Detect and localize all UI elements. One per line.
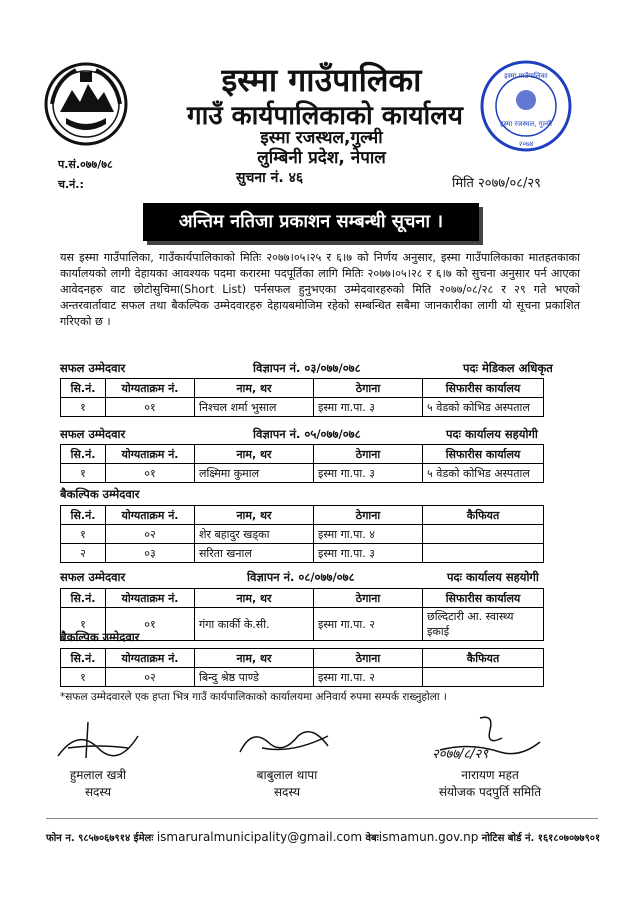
signature-3: [420, 712, 560, 800]
col-header-address: ठेगाना: [314, 589, 423, 608]
notice-banner: अन्तिम नतिजा प्रकाशन सम्बन्धी सूचना ।: [143, 203, 479, 241]
col-header-name: नाम, थर: [195, 589, 314, 608]
col-header-name: नाम, थर: [195, 649, 314, 668]
cell-rank: ०२: [106, 525, 195, 544]
col-header-address: ठेगाना: [314, 379, 423, 398]
office-address: इस्मा रजस्थल,गुल्मी: [260, 128, 383, 148]
svg-text:इस्मा रजस्थल, गुल्मी: इस्मा रजस्थल, गुल्मी: [500, 120, 552, 128]
section-2-alt-label: बैकल्पिक उम्मेदवार: [60, 487, 140, 501]
footer-notice-board: नोटिस बोर्ड नं. १६१८०७०७७९०१: [481, 833, 601, 844]
cell-address: इस्मा गा.पा. ३: [314, 544, 423, 563]
section-2-post: पदः कार्यालय सहयोगी: [446, 427, 538, 441]
cell-name: बिन्दु श्रेष्ठ पाण्डे: [195, 668, 314, 687]
section-3-alt-label: बैकल्पिक उम्मेदवार: [60, 630, 140, 644]
signatory-2-role: सदस्य: [273, 785, 301, 799]
table-row: [61, 544, 544, 563]
footer-web-label: वेबः: [365, 833, 379, 844]
cell-office: छल्दिटारी आ. स्वास्थ्य इकाई: [423, 608, 544, 641]
section-1-post: पदः मेडिकल अधिकृत: [463, 361, 553, 375]
cell-remarks: [423, 544, 544, 563]
col-header-address: ठेगाना: [314, 445, 423, 464]
cell-address: इस्मा गा.पा. ३: [314, 398, 423, 417]
col-header-name: नाम, थर: [195, 445, 314, 464]
office-province: लुम्बिनी प्रदेश, नेपाल: [257, 148, 386, 168]
signature-1: [48, 718, 148, 800]
handwritten-signature-3: [420, 712, 560, 762]
signatory-3-role: संयोजक पदपुर्ति समिति: [438, 785, 542, 799]
footer-divider: [46, 818, 598, 819]
col-header-rank: योग्यताक्रम नं.: [106, 649, 195, 668]
cell-office: ५ वेडको कोभिड अस्पताल: [423, 398, 544, 417]
notice-date: मिति २०७७/०८/२९: [452, 176, 541, 191]
footer-contact: [46, 830, 600, 844]
section-1-success-label: सफल उम्मेदवार: [60, 361, 126, 375]
section-1-success-table: [60, 378, 544, 417]
cell-rank: ०२: [106, 668, 195, 687]
footer-email-label: ईमेलः: [133, 833, 154, 844]
notice-number: सुचना नं. ४६: [236, 170, 304, 186]
section-2-success-table: [60, 444, 544, 483]
cell-address: इस्मा गा.पा. ३: [314, 464, 423, 483]
table-row: [61, 525, 544, 544]
cell-sn: १: [61, 525, 106, 544]
cell-sn: १: [61, 464, 106, 483]
cell-address: इस्मा गा.पा. ४: [314, 525, 423, 544]
cell-sn: १: [61, 398, 106, 417]
cell-remarks: [423, 525, 544, 544]
col-header-remarks: कैफियत: [423, 506, 544, 525]
section-3-post: पदः कार्यालय सहयोगी: [447, 570, 539, 584]
cell-name: सरिता खनाल: [195, 544, 314, 563]
notice-paragraph: यस इस्मा गाउँपालिका, गाउँकार्यपालिकाको मितिः २०७७।०५।२५ र ६।७ को निर्णय अनुसार, इस्मा गाउँपालिकाका मातहतकाका कार्यालयको लागी देहायका आवश्यक पदमा करारमा पदपूर्तिका लागि मितिः २०७७।०५।२८ र ६।७ को सुचना अनुसार पर्न आएका आवेदनहरु वाट छोटोसुचिमा(Short List) पर्नसफल हुनुभएका उम्मेदवारहरुको मिति २०७७/०८/२८ र २९ गते भएको अन्तरवार्तावाट सफल तथा बैकल्पिक उम्मेदवारहरु देहायबमोजिम रहेको सम्बन्धित सबैमा जानकारीका लागी यो सूचना प्रकाशित गरिएको छ ।: [60, 251, 580, 328]
section-2-success-label: सफल उम्मेदवार: [60, 427, 126, 441]
section-3-alt-table: [60, 648, 544, 687]
col-header-sn: सि.नं.: [61, 589, 106, 608]
cell-address: इस्मा गा.पा. २: [314, 608, 423, 641]
cell-name: शेर बहादुर खड्का: [195, 525, 314, 544]
table-row: [61, 668, 544, 687]
cell-sn: २: [61, 544, 106, 563]
office-title: गाउँ कार्यपालिकाको कार्यालय: [187, 101, 463, 131]
footer-website[interactable]: ismamun.gov.np: [378, 830, 479, 844]
cell-sn: १: [61, 608, 106, 641]
col-header-remarks: कैफियत: [423, 649, 544, 668]
col-header-office: सिफारीस कार्यालय: [423, 379, 544, 398]
footer-phone: फोन न. ९८५७०६७९१४: [46, 833, 131, 844]
section-2-alt-table: [60, 505, 544, 563]
section-2-adv-number: विज्ञापन नं. ०५/०७७/०७८: [253, 427, 361, 441]
handwritten-date: २०७७/८/२९: [432, 747, 489, 762]
letter-number: प.सं.०७७/७८: [58, 158, 113, 171]
cell-sn: १: [61, 668, 106, 687]
col-header-name: नाम, थर: [195, 506, 314, 525]
signatory-3-name: नारायण महत: [461, 768, 519, 782]
office-seal-stamp: [476, 56, 576, 156]
section-1-adv-number: विज्ञापन नं. ०३/०७७/०७८: [253, 361, 361, 375]
contact-note: *सफल उम्मेदवारले एक हप्ता भित्र गाउँ कार्यपालिकाको कार्यालयमा अनिवार्य रुपमा सम्पर्क राख्नुहोला ।: [60, 691, 447, 703]
cell-rank: ०१: [106, 398, 195, 417]
col-header-sn: सि.नं.: [61, 379, 106, 398]
signature-2: [232, 722, 342, 800]
dispatch-number: च.नं.:: [58, 178, 84, 191]
footer-email[interactable]: ismaruralmunicipality@gmail.com: [156, 830, 363, 844]
section-3-adv-number: विज्ञापन नं. ०८/०७७/०७८: [247, 570, 355, 584]
col-header-rank: योग्यताक्रम नं.: [106, 589, 195, 608]
col-header-sn: सि.नं.: [61, 506, 106, 525]
col-header-address: ठेगाना: [314, 649, 423, 668]
cell-rank: ०३: [106, 544, 195, 563]
col-header-office: सिफारीस कार्यालय: [423, 589, 544, 608]
municipality-title: इस्मा गाउँपालिका: [221, 61, 422, 99]
col-header-address: ठेगाना: [314, 506, 423, 525]
signatory-2-name: बाबुलाल थापा: [256, 768, 318, 782]
signatory-1-role: सदस्य: [84, 785, 112, 799]
signatory-1-name: हुमलाल खत्री: [69, 768, 127, 782]
table-row: [61, 464, 544, 483]
col-header-rank: योग्यताक्रम नं.: [106, 379, 195, 398]
col-header-office: सिफारीस कार्यालय: [423, 445, 544, 464]
col-header-sn: सि.नं.: [61, 445, 106, 464]
cell-address: इस्मा गा.पा. २: [314, 668, 423, 687]
svg-text:२०७४: २०७४: [518, 140, 534, 148]
cell-rank: ०१: [106, 608, 195, 641]
cell-name: गंगा कार्की के.सी.: [195, 608, 314, 641]
col-header-sn: सि.नं.: [61, 649, 106, 668]
cell-rank: ०१: [106, 464, 195, 483]
cell-remarks: [423, 668, 544, 687]
section-3-success-label: सफल उम्मेदवार: [60, 570, 126, 584]
handwritten-signature-1: [48, 718, 148, 762]
col-header-rank: योग्यताक्रम नं.: [106, 445, 195, 464]
cell-office: ५ वेडको कोभिड अस्पताल: [423, 464, 544, 483]
table-row: [61, 398, 544, 417]
handwritten-signature-2: [232, 722, 342, 762]
cell-name: लक्ष्मिमा कुमाल: [195, 464, 314, 483]
col-header-rank: योग्यताक्रम नं.: [106, 506, 195, 525]
cell-name: निश्चल शर्मा भुसाल: [195, 398, 314, 417]
svg-text:इस्मा गाउँपालिका: इस्मा गाउँपालिका: [504, 72, 548, 80]
col-header-name: नाम, थर: [195, 379, 314, 398]
